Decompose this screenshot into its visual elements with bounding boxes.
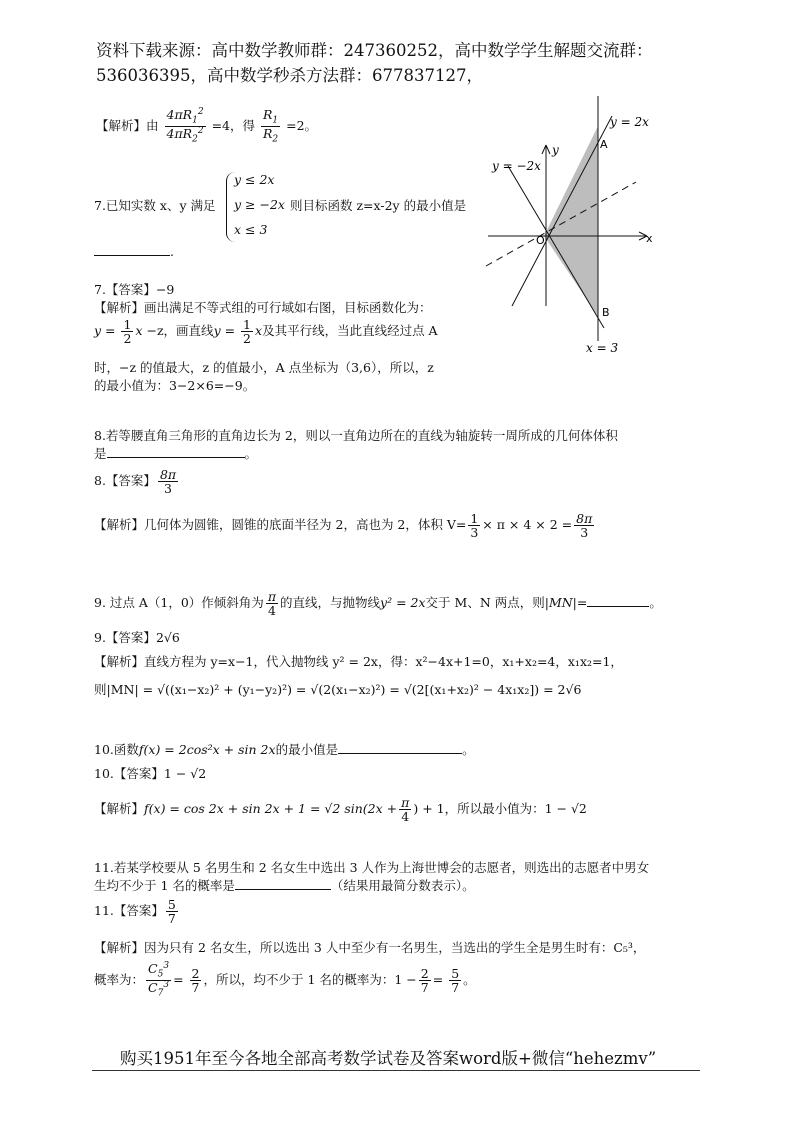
q7-analysis-4: 的最小值为：3−2×6=−9。	[94, 378, 256, 393]
label-point-a: A	[600, 138, 608, 151]
area-ratio-fraction: $\frac{4\pi R_1^2}{4\pi R_2^2}$	[166, 107, 204, 145]
q7-stem	[94, 196, 216, 214]
q10-answer: 10.【答案】1 − √2	[94, 766, 207, 781]
prev-result: =2。	[286, 118, 318, 134]
header-line-1: 资料下载来源：高中数学教师群：247360252，高中数学学生解题交流群：	[96, 41, 653, 60]
q9-analysis-1: 【解析】直线方程为 y=x−1，代入抛物线 y² = 2x，得：x²−4x+1=0，x₁+x₂=4，x₁x₂=1，	[94, 654, 623, 669]
q11-analysis-2: 概率为： $\frac{C_5^3}{C_7^3}$ = $\frac{2}{7}$ ，所以，均不少于 1 名的概率为：1 − $\frac{2}{7}$ = $\frac{5}{7}$ 。	[94, 961, 476, 999]
q9-answer: 9.【答案】2√6	[94, 630, 180, 645]
q7-constraint-2: y ≥ −2x	[234, 197, 285, 212]
q8-stem-2: 是 。	[94, 446, 258, 461]
footer-text: 购买1951年至今各地全部高考数学试卷及答案word版+微信“hehezmv”	[120, 1049, 657, 1068]
q8-analysis: 【解析】几何体为圆锥，圆锥的底面半径为 2，高也为 2，体积 V= $\frac{1}{3}$ × π × 4 × 2 = $\frac{8\pi}{3}$	[94, 511, 593, 541]
q11-analysis-1: 【解析】因为只有 2 名女生，所以选出 3 人中至少有一名男生，当选出的学生全是男生时有：C₅³，	[94, 940, 646, 955]
q10-analysis: 【解析】f(x) = cos 2x + sin 2x + 1 = √2 sin(2x + $\frac{\pi}{4}$ ) + 1，所以最小值为：1 − √2	[94, 795, 587, 825]
label-x-3: x = 3	[586, 341, 619, 355]
analysis-tag: 【解析】	[96, 118, 147, 134]
q7-analysis-3: 时，−z 的值最大，z 的值最小，A 点坐标为（3,6），所以，z	[94, 360, 434, 375]
prev-eq: =4，得	[211, 118, 255, 134]
q8-answer: 8.【答案】 $\frac{8\pi}{3}$	[94, 467, 177, 497]
label-x-axis: x	[646, 232, 653, 245]
q9-stem: 9. 过点 A（1，0）作倾斜角为 $\frac{\pi}{4}$ 的直线，与抛物线y² = 2x交于 M、N 两点，则|MN|= 。	[94, 589, 662, 619]
q8-stem: 8.若等腰直角三角形的直角边长为 2，则以一直角边所在的直线为轴旋转一周所成的几何体体积	[94, 428, 618, 443]
q7-constraint-1: y ≤ 2x	[234, 172, 275, 187]
label-y-2x: y = 2x	[610, 115, 649, 129]
label-y-neg2x: y = −2x	[492, 159, 541, 173]
q10-stem: 10.函数f(x) = 2cos²x + sin 2x的最小值是 。	[94, 742, 475, 757]
header-line-2: 536036395，高中数学秒杀方法群：677837127，	[96, 66, 483, 85]
q7-objective-text: 则目标函数 z=x-2y 的最小值是	[290, 198, 467, 213]
radius-ratio-fraction: $\frac{R_1}{R_2}$	[262, 107, 279, 145]
prev-analysis	[96, 108, 317, 145]
q7-constraint-3: x ≤ 3	[234, 222, 268, 237]
q7-answer: 7.【答案】−9	[94, 282, 175, 297]
q7-blank: .	[94, 244, 174, 259]
q11-stem-2: 生均不少于 1 名的概率是 （结果用最简分数表示）。	[94, 878, 475, 893]
feasible-region-graph	[484, 96, 664, 356]
q7-analysis-2: y = $\frac{1}{2}$ x −z，画直线y = $\frac{1}{2}$ x及其平行线，当此直线经过点 A	[94, 317, 438, 347]
q11-stem: 11.若某学校要从 5 名男生和 2 名女生中选出 3 人作为上海世博会的志愿者，则选出的志愿者中男女	[94, 860, 650, 875]
q11-answer: 11.【答案】 $\frac{5}{7}$	[94, 897, 176, 927]
prev-text: 由	[146, 118, 159, 134]
q7-analysis-1: 【解析】画出满足不等式组的可行域如右图，目标函数化为：	[94, 300, 432, 315]
label-y-axis: y	[552, 143, 559, 157]
q7-prefix: 7.已知实数 x、y 满足	[94, 198, 216, 213]
label-origin: O	[536, 234, 545, 247]
footer-rule	[92, 1070, 700, 1071]
label-point-b: B	[602, 306, 610, 319]
q9-analysis-2: 则|MN| = √((x₁−x₂)² + (y₁−y₂)²) = √(2(x₁−x₂)²) = √(2[(x₁+x₂)² − 4x₁x₂]) = 2√6	[94, 682, 582, 697]
